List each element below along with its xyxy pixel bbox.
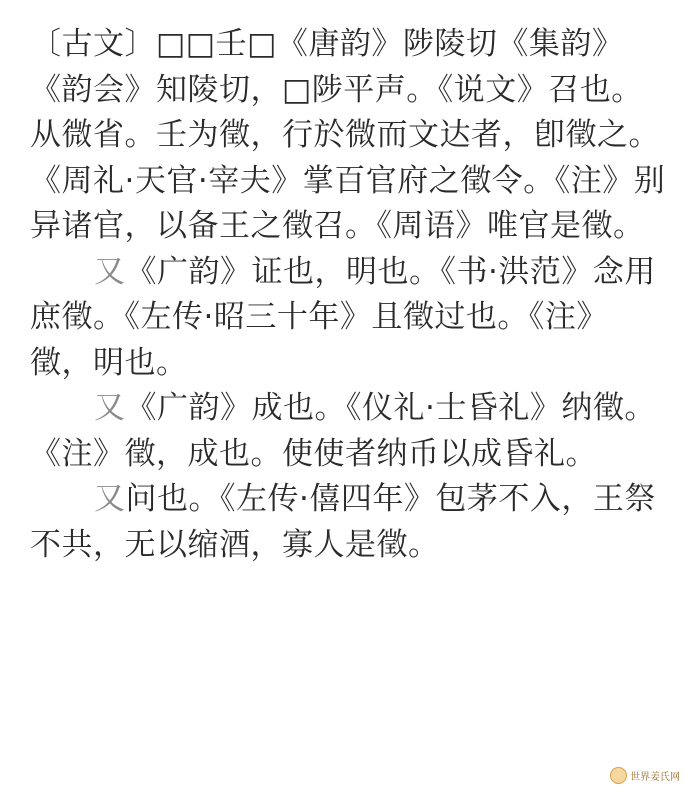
watermark xyxy=(610,767,680,784)
paragraph-2 xyxy=(30,250,670,387)
paragraph-2-lead: 又 xyxy=(94,253,126,290)
paragraph-4-text: 问也。《左传·僖四年》包茅不入，王祭不共，无以缩酒，寡人是徵。 xyxy=(30,481,656,563)
paragraph-4-lead: 又 xyxy=(94,481,126,517)
dictionary-entry xyxy=(30,22,670,568)
paragraph-2-text: 《广韵》证也，明也。《书·洪范》念用庶徵。《左传·昭三十年》且徵过也。《注》徵，明也。 xyxy=(30,253,656,381)
watermark-text: 世界姜氏网 xyxy=(630,772,680,783)
paragraph-3 xyxy=(30,386,670,477)
paragraph-1-text: 〔古文〕□□壬□《唐韵》陟陵切《集韵》《韵会》知陵切，□陟平声。《说文》召也。从微省。壬为徵，行於微而文达者，卽徵之。《周礼·天官·宰夫》掌百官府之徵令。《注》别异诸官，以备王之徵召。《周语》唯官是徵。 xyxy=(30,26,666,244)
paragraph-1 xyxy=(30,22,670,250)
seal-icon xyxy=(610,767,627,784)
paragraph-3-lead: 又 xyxy=(94,390,126,426)
paragraph-4 xyxy=(30,477,670,568)
paragraph-3-text: 《广韵》成也。《仪礼·士昏礼》纳徵。《注》徵，成也。使使者纳币以成昏礼。 xyxy=(30,390,656,472)
